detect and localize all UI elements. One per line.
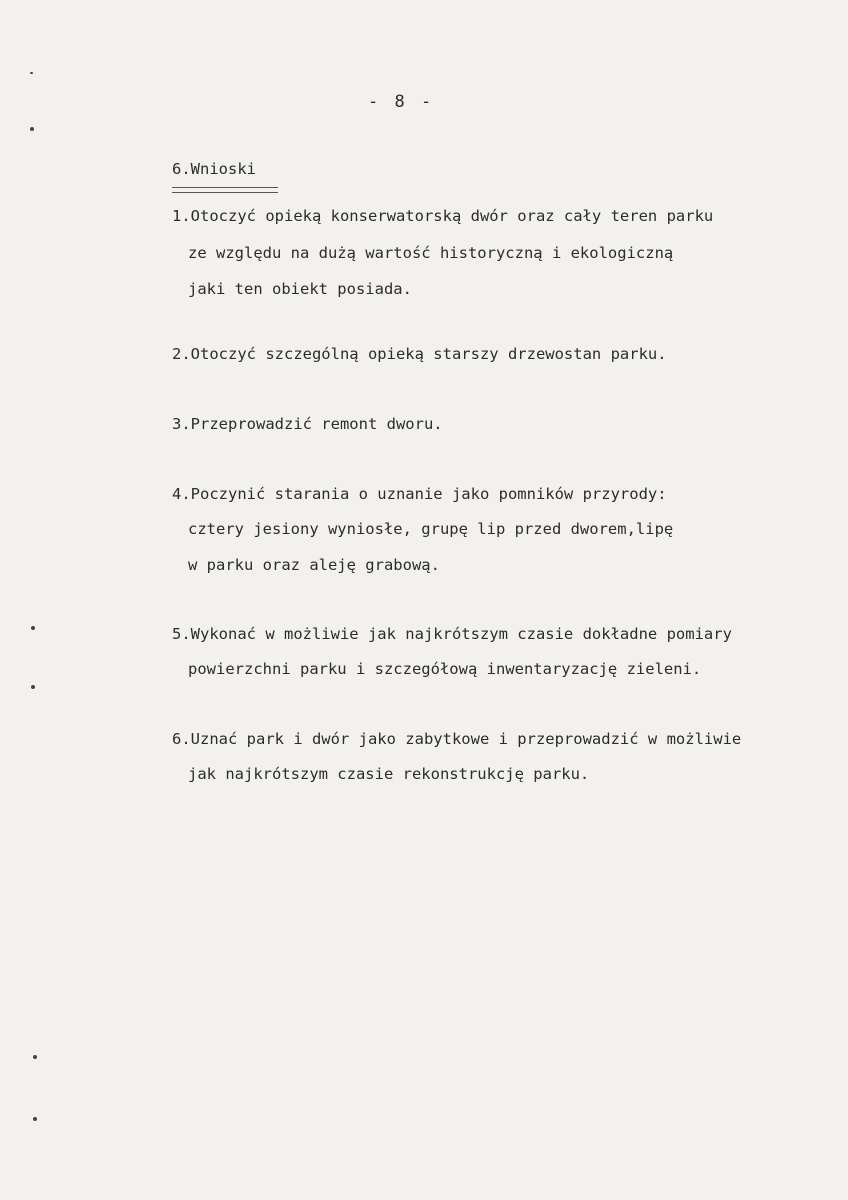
item-6-line-1: 6.Uznać park i dwór jako zabytkowe i przeprowadzić w możliwie	[172, 730, 742, 748]
margin-speck	[33, 1055, 37, 1059]
item-5-line-1: 5.Wykonać w możliwie jak najkrótszym czasie dokładne pomiary	[172, 625, 732, 643]
margin-speck	[30, 127, 34, 131]
margin-speck	[31, 626, 35, 630]
item-6-line-2: jak najkrótszym czasie rekonstrukcję parku.	[188, 765, 590, 783]
item-4-line-3: w parku oraz aleję grabową.	[188, 556, 440, 574]
margin-speck	[33, 1117, 37, 1121]
item-2-line-1: 2.Otoczyć szczególną opieką starszy drzewostan parku.	[172, 345, 667, 363]
margin-speck	[31, 685, 35, 689]
item-1-line-2: ze względu na dużą wartość historyczną i ekologiczną	[188, 244, 674, 262]
item-3-line-1: 3.Przeprowadzić remont dworu.	[172, 415, 443, 433]
page-number: - 8 -	[368, 92, 435, 112]
heading-double-underline	[172, 187, 278, 193]
item-1-line-3: jaki ten obiekt posiada.	[188, 280, 412, 298]
margin-speck	[30, 72, 33, 74]
item-4-line-2: cztery jesiony wyniosłe, grupę lip przed dworem,lipę	[188, 520, 674, 538]
section-heading: 6.Wnioski	[172, 160, 256, 178]
item-4-line-1: 4.Poczynić starania o uznanie jako pomników przyrody:	[172, 485, 667, 503]
item-1-line-1: 1.Otoczyć opieką konserwatorską dwór oraz cały teren parku	[172, 207, 714, 225]
item-5-line-2: powierzchni parku i szczegółową inwentaryzację zieleni.	[188, 660, 702, 678]
